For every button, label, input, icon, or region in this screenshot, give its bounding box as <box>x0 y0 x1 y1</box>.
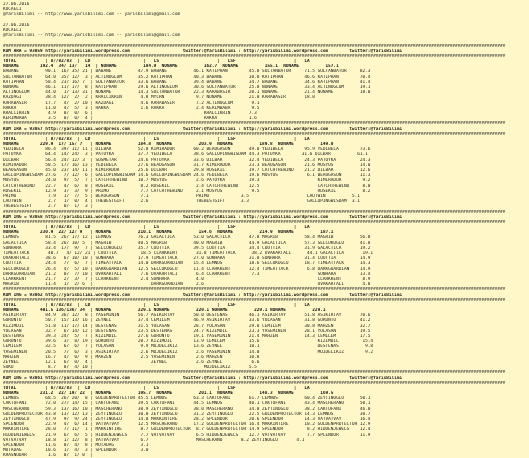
table-row: KRASNODAR 1.6 0/ 1/ 0 | <box>3 453 93 458</box>
table-row: LEMNOS 68.5 26/ 20/ 8 | GOLDENPROTECTOR 45.5 LEMNOS 63.3 CAKTUFANI 61.7 LEMNOS 60.4 ZEYTINOGLU 50.1 <box>3 396 371 402</box>
table-row: COUTTIA 24.4 7/ 6/ 7 | TIMEATTACK 14.0 DARKGUARDIAN 15.4 LEMNOS 18.6 SELCUKOGLU 18.7 TIMEATTACK 14.3 <box>3 261 371 267</box>
table-row: BEAUGASON 45.0 23/ 14/ 11 | KIMIRADOR 25.6 DILBAR 29.8 ROSEKIL 19.7 CATCHTHEWIND 21.2 DILBAR 12.6 <box>3 168 371 173</box>
table-header-row: NONAME 230.9 22/ 12/ 9 | NONAME 210.1 NONAME 154.6 NONAME 214.9 NONAME 187.1 <box>3 230 334 236</box>
table-row: HIDDENJEWELS 21.9 6/ 6/ 5 | HIDDENJEWELS 7.7 VATVATVAY 6.5 HIDDENJEWELS 12.7 VATVATVAY 7.7 SPLENDOR 11.9 <box>3 432 371 438</box>
report-date: 27.06.2016 <box>3 2 30 7</box>
race-section <box>3 287 526 370</box>
race-sections <box>3 44 526 458</box>
section-divider: ############################################################################################################################################################################################## <box>3 380 506 386</box>
table-row: KRALCIKRIN 4.9 0/ 0/ 6 | KRALCIKRIN 7.3 <box>3 110 257 116</box>
section-divider: ############################################################################################################################################################################################## <box>3 131 506 137</box>
table-row: DESTENAS 39.3 24/ 5/ 7 | KIZIMDIL 27.6 GORUNTU 19.1 YASEMININ 21.4 MAHZEN 14.3 CEMILEM 17.5 <box>3 334 371 339</box>
table-row: PRIMO 7.9 1/ 7/ 5 | BEAUGASON 7.1 PRIMO 3.5 LAUTWIN 5.1 <box>3 193 360 199</box>
section-divider: ############################################################################################################################################################################################## <box>3 287 506 293</box>
section-divider: ############################################################################################################################################################################################## <box>3 209 506 215</box>
table-row: KIZIMDIL 51.8 11/ 17/ 14 | DESTENAS 31.5 YOLASAN 28.7 YOLASAN 29.0 CEMILEM 30.8 MAHZEN 32.7 <box>3 323 371 329</box>
table-row: GALACTICA 58.4 26/ 10/ 5 | MAGRIB 40.5 MAGRIB 40.0 MAGRIB 44.9 GALACTICA 57.3 SELCUKOGLU 41.8 <box>3 240 371 246</box>
table-header-row: TOTAL | 8//82/83 | LD | LS | LSF | LA <box>3 59 310 65</box>
report-credit: @YarisBilimi -- http://www.yarisbilimi.com -- yarisbilimi@gmail.com <box>3 12 181 18</box>
table-row: MAKKINTIRE 28.0 7/ 11/ 1 | MAKKINTIRE 8.7 GOLDENPROTECTOR 8.7 GOLDENPROTECTOR 14.9 SPLENDOR 8.2 HIDDENJEWELS 12.4 <box>3 427 371 433</box>
table-row: GALLOPINGWISDAM 27.6 7/ 12/ 6 | GALLOPINGWISDAM 14.6 GALLOPINGWISDAM 24.6 YEDIBELA 19.6 MOSYUS 6.1 BEAUGASON 11.3 <box>3 173 371 179</box>
table-row: LEMNOS 81.5 26/ 17/ 12 | LEMNOS 76.3 GALACTICA 53.0 GALACTICA 47.8 MAGRIB 58.4 MAGRIB 56.0 <box>3 235 371 241</box>
section-divider: ############################################################################################################################################################################################## <box>3 121 506 127</box>
table-row: GOLDENPROTECTOR 43.8 13/ 12/ 13 | ZEYTINOGLU 30.0 ZEYTINOGLU 31.2 ZEYTINOGLU 22.5 GOLDENPROTECTOR 14.3 LEMNOS 30.7 <box>3 411 371 417</box>
table-row: VATVATVAY 18.8 1/ 12/ 8 | VATVATVAY 6.7 MASCHERANO 8.2 ZEYTINOGLU 4.1 <box>3 437 305 443</box>
table-row: KATIPHAN 58.4 23/ 16/ 7 | SULTANBATUR 33.6 BABANE 39.4 BABANE 34.7 BABANE 34.6 KATIPHAN 41.4 <box>3 79 371 85</box>
report-place-2: KOCAELİ <box>3 27 22 33</box>
table-row: ASIKIRTAY 84.9 36/ 12/ 8 | YASEMININ 56.7 ASIKIRTAY 50.0 DESTENAS 46.1 ASIKIRTAY 51.8 ASIKIRTAY 70.6 <box>3 313 371 319</box>
table-row: SPLENDOR 22.9 4/ 6/ 14 | VATVATVAY 12.5 MASCHERANO 17.2 GOLDENPROTECTOR 16.4 MAKKINTIRE 10.2 GOLDENPROTECTOR 12.9 <box>3 422 371 428</box>
section-divider: ############################################################################################################################################################################################## <box>3 53 506 59</box>
table-header-row: NONAME 192.4 34/ 13/ 14 | NONAME 184.9 NONAME 162.7 NONAME 155.1 NONAME 157.1 <box>3 64 339 70</box>
table-row: CATCHTHEWIND 22.7 4/ 6/ 8 | ROSEKIL 8.2 ROSEKIL 2.4 CATCHTHEWIND 12.5 CATCHTHEWIND 8.0 <box>3 183 371 189</box>
table-header-row: TOTAL | 8//82/83 | LD | LS | LSF | LA <box>3 302 310 308</box>
table-row: RAKKA 11.0 4/ 5/ 3 | RAKKA 1.6 RAKKA 2.4 KERIMBABA 9.5 <box>3 105 260 111</box>
table-row: LAUTWIN 2.7 1/ 0/ 4 | THEBESTGIFT 2.6 THEBESTGIFT 3.3 GALLOPINGWISDAM 3.1 <box>3 199 360 205</box>
table-header-row: TOTAL | 8//82/83 | LD | LS | LSF | LA <box>3 136 310 142</box>
table-row: SOKU 8.7 0/ 4/ 10 | MUJDELIKIZ 5.5 <box>3 365 257 371</box>
table-row: NONAME 46.1 11/ 17/ 8 | KATIPHAN 29.6 ALTINOGLUM 30.6 SULTANBATUR 25.8 NONAME 33.4 ALTINOGLUM 19.1 <box>3 85 371 90</box>
table-row: DARKGUARDIAN 21.2 0/ 7/ 10 | OVAKARTALI 7.6 OVAKARTALI 6.4 CLARKKENT 7.3 SUNHARA 13.4 <box>3 271 371 277</box>
race-section <box>3 210 526 288</box>
section-title: KUM ING = 93061 http://yarisbilimi.wordpress.com twitter:@YarisBilimi : http://yarisbilimi.wordpress.com twitter:@YarisBilimi <box>3 375 403 381</box>
table-row: YASEMININ 20.5 7/ 6/ 3 | ASIKIRTAY 2.6 MUJDELIKIZ 2.6 YASEMININ 14.0 MUJDELIKIZ 9.2 <box>3 349 374 355</box>
section-divider: ############################################################################################################################################################################################## <box>3 297 506 303</box>
table-row: MASCHERANO 59.3 13/ 16/ 10 | MASCHERANO 38.9 ZEYTINOGLU 38.0 MASCHERANO 34.0 ZEYTINOGLU 38.2 CAKTUFANI 46.0 <box>3 406 371 412</box>
table-row: KARABASIR 17.7 4/ 2/ 10 | KAZDAGI 4.6 KARABASIR 7.2 ALTINOGLUM 9.1 <box>3 100 260 106</box>
table-header-row: NONAME 231.2 22/ 19/ 22 | NONAME 195.7 NONAME 201.1 NONAME 148.3 NONAME 169.5 <box>3 391 334 397</box>
table-row: PATOYKA 64.4 14/ 24/ 3 | PATOYKA 37.7 YEDIBELA 38.6 GALLOPINGWISDAM 44.3 PATOYKA 31.6 DILBAR 61.1 <box>3 152 368 158</box>
table-row: KERIMBABA 3.5 0/ 0/ 4 | RAKKA 1.6 <box>3 116 257 122</box>
table-row: YOLASAN 32.7 6/ 14/ 12 | DESTENAS 23.5 DESTENAS 24.7 KIZIMDIL 23.3 YASEMININ 28.1 YOLASAN 19.5 <box>3 328 371 334</box>
section-divider: ############################################################################################################################################################################################## <box>3 43 506 49</box>
table-row: MAHZEN 16.7 4/ 0/ 9 | MAHZEN 2.5 YASEMININ 2.6 MAHZEN 10.8 <box>3 354 260 360</box>
table-row: SUNHARA 33.4 17/ 9/ 7 | SELCUKOGLU 35.7 COUTTIA 39.5 COUTTIA 34.4 COUTTIA 31.9 GALACTICA 19.2 <box>3 245 371 251</box>
table-row: TIMEATTACK 40.7 4/ 12/ 21 | COUTTIA 18.5 CLARKKENT 31.8 TIMEATTACK 38.2 OVAKARTALI 44.1 GALACTICA 19.1 <box>3 251 374 256</box>
report-place: KOCAELİ <box>3 7 22 13</box>
table-row: ZEYNEL 12.1 6/ 0/ 4 | ZEYNEL 2.6 ZEYNEL 6.6 <box>3 359 260 365</box>
table-row: SPLENDOR 11.6 0/ 4/ 8 | MUTADAG 3.1 <box>3 442 149 448</box>
table-row: KAZDAGI 38.4 12/ 2/ 2 | KRALCIKRIN 4.8 MYCRN 9.7 NONAME 21.0 KARABASIR 18.0 <box>3 95 315 101</box>
table-row: THEBESTGIFT 2.7 0/ 1/ 3 | <box>3 204 93 210</box>
section-title: KUM ARA = 93059 http://yarisbilimi.wordpress.com twitter:@YarisBilimi : http://yarisbilimi.wordpress.com twitter:@YarisBilimi <box>3 48 403 54</box>
table-row: ROSEKIL 12.9 3/ 3/ 9 | PRIMO 7.7 CATCHTHEWIND 2.1 MOSYUS 9.5 ROSEKIL 8.2 <box>3 188 371 194</box>
race-section <box>3 370 526 458</box>
table-row: SULTANBATUR 64.0 35/ 12/ 3 | ALTINOGLUM 35.2 KATIPHAN 40.3 BABANE 38.8 KATIPHAN 46.6 KATIPHAN 70.4 <box>3 74 371 80</box>
table-row: CAKTUFANI 72.0 27/ 14/ 15 | CAKTUFANI 39.5 CAKTUFANI 44.5 LEMNOS 40.1 CAKTUFANI 43.4 MASCHERANO 50.1 <box>3 401 371 407</box>
report-date-2: 27.06.2016 <box>3 22 30 28</box>
table-row: ZEYTINOGLU 47.9 9/ 9/ 24 | ZEYTINOGLU 14.8 MAKKINTIRE 28.2 SPLENDOR 20.6 SPLENDOR 14.3 VATVATVAY 16.4 <box>3 417 371 422</box>
table-row: KIMIRADOR 50.5 17/ 16/ 13 | YEDIBELA 27.6 BEAUGASON 31.7 KIMIRADOR 23.3 BEAUGASON 21.6 MOSYUS 14.0 <box>3 162 371 168</box>
table-header-row: TOTAL | 8//82/83 | LD | LS | LSF | LA <box>3 225 310 231</box>
table-row: GORUNTU 39.6 3/ 8/ 19 | GORUNTU 20.7 KIZIMDIL 13.9 CEMILEM 15.6 KIZIMDIL 15.4 <box>3 339 374 345</box>
table-row: OVAKARTALI 38.6 6/ 10/ 10 | SUNHARA 17.9 TIMEATTACK 27.0 SUNHARA 31.0 SUNHARA 31.4 COUTTIA 14.9 <box>3 256 371 262</box>
table-row: DILBAR 56.4 24/ 12/ 3 | SOSMETAR 24.6 PATOYKA 33.6 DILBAR 32.4 YEDIBELA 24.3 PATOYKA 24.3 <box>3 157 371 163</box>
report-credit-2: @YarisBilimi -- http://www.yarisbilimi.com -- yarisbilimi@gmail.com <box>3 33 181 39</box>
table-row: SELCUKOGLU 26.4 4/ 5/ 10 | DARKGUARDIAN 12.5 SELCUKOGLU 11.4 CLARKKENT 12.4 TIMEATTACK 6.8 DARKGUARDIAN 14.9 <box>3 266 371 272</box>
race-section <box>3 44 526 122</box>
table-header-row: NONAME 229.9 17/ 15/ 7 | NONAME 184.8 NONAME 203.9 NONAME 189.8 NONAME 149.0 <box>3 142 334 148</box>
table-row: MOSYUS 24.0 9/ 5/ 7 | CATCHTHEWIND 10.7 MOSYUS 2.6 PATOYKA 19.3 KIMIRADOR 9.2 <box>3 178 371 184</box>
table-row: MUTADAG 10.6 1/ 4/ 3 | SPLENDOR 3.0 <box>3 448 149 454</box>
table-row: MAGRIB 11.4 1/ 2/ 6 | DARKGUARDIAN 2.6 OVAKARTALI 4.8 <box>3 282 371 288</box>
table-row: CLARKKENT 21.7 2/ 3/ 7 | CLARKKENT 2.4 SUNHARA 4.0 CLARKKENT 8.9 <box>3 276 371 282</box>
table-row: CEMILEM 32.5 6/ 6/ 7 | YOLASAN 9.9 MUJDELIKIZ 13.6 ZEYNEL 10.1 DESTENAS 9.8 <box>3 344 374 350</box>
section-title: KUM ING = 93058 http://yarisbilimi.wordpress.com twitter:@YarisBilimi : http://yarisbilimi.wordpress.com twitter:@YarisBilimi <box>3 214 403 220</box>
table-header-row: NONAME 401.5 136/136/ 34 | NONAME 229.1 NONAME 229.1 NONAME 229.1 NONAME 229.1 <box>3 308 326 314</box>
table-row: BABANE 90.1 16/ 35/ 21 | BABANE 47.9 BABANE 46.1 KATIPHAN 45.8 SULTANBATUR 71.5 SULTANBATUR 82.3 <box>3 69 371 75</box>
section-divider: ############################################################################################################################################################################################## <box>3 370 506 376</box>
section-title: KUM ING = 93062 http://yarisbilimi.wordpress.com twitter:@YarisBilimi : http://yarisbilimi.wordpress.com twitter:@YarisBilimi <box>3 292 403 298</box>
table-row: ALTINOGLUM 44.0 1/ 13/ 31 | NONAME 14.3 SULTANBATUR 22.3 KARABASIR 20.1 NONAME 21.4 NONAME 18.0 <box>3 90 371 96</box>
section-title: KUM IRA = 93057 http://yarisbilimi.wordpress.com twitter:@YarisBilimi : http://yarisbilimi.wordpress.com twitter:@YarisBilimi <box>3 126 403 132</box>
table-header-row: TOTAL | 8//82/83 | LD | LS | LSF | LA <box>3 385 310 391</box>
table-row: YEDIBELA 86.4 39/ 11/ 11 | DILBAR 52.8 KIMIRADOR 60.2 BEAUGASON 49.0 YEDIBELA 95.9 YEDIBELA 73.6 <box>3 147 371 153</box>
table-row: GORUNTU 50.7 15/ 13/ 16 | ZEYNEL 37.4 CEMILEM 46.9 ASIKIRTAY 33.6 YOLASAN 31.8 GORUNTU 41.2 <box>3 318 371 324</box>
section-divider: ############################################################################################################################################################################################## <box>3 219 506 225</box>
race-section <box>3 121 526 209</box>
